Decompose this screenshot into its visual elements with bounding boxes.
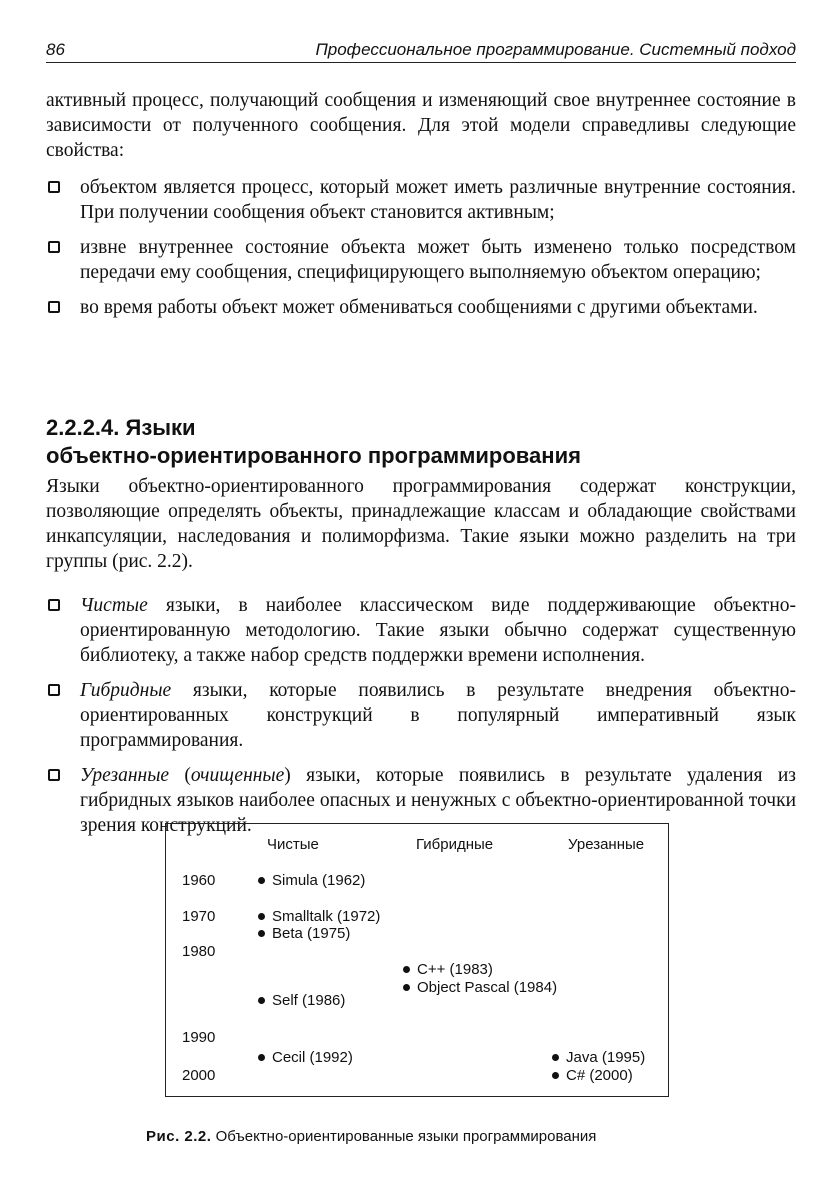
languages-timeline-figure <box>165 823 669 1097</box>
group-term: Гибридные <box>80 680 172 701</box>
year-label: 1970 <box>182 908 216 925</box>
language-label: Object Pascal (1984) <box>417 979 558 996</box>
bullet-dot-icon <box>552 1054 559 1061</box>
language-label: Simula (1962) <box>272 872 366 889</box>
list-item <box>46 593 796 668</box>
language-label: Cecil (1992) <box>272 1049 353 1066</box>
running-title: Профессиональное программирование. Системный подход <box>315 40 796 59</box>
bullet-dot-icon <box>258 930 265 937</box>
column-header-pure: Чистые <box>267 836 319 853</box>
running-head <box>46 30 796 63</box>
language-entry <box>258 925 350 942</box>
group-text-pre: ( <box>169 765 191 786</box>
book-page <box>46 30 796 1145</box>
language-entry <box>552 1067 633 1084</box>
group-term: Урезанные <box>80 765 170 786</box>
language-label: C++ (1983) <box>417 961 493 978</box>
bullet-dot-icon <box>258 997 265 1004</box>
checkbox-bullet-icon <box>48 684 60 696</box>
year-label: 1990 <box>182 1029 216 1046</box>
bullet-dot-icon <box>258 913 265 920</box>
checkbox-bullet-icon <box>48 241 60 253</box>
section-heading-line1: 2.2.2.4. Языки <box>46 415 196 440</box>
language-label: C# (2000) <box>566 1067 633 1084</box>
bullet-dot-icon <box>403 984 410 991</box>
year-label: 2000 <box>182 1067 216 1084</box>
language-entry <box>403 961 493 978</box>
section-heading <box>46 414 796 470</box>
list-item <box>46 678 796 753</box>
checkbox-bullet-icon <box>48 301 60 313</box>
language-label: Smalltalk (1972) <box>272 908 381 925</box>
column-header-hybrid: Гибридные <box>416 836 494 853</box>
groups-list <box>46 593 796 848</box>
group-text: языки, которые появились в результате внедрения объектно-ориентированных конструкций в популярный императивный язык программирования. <box>80 680 796 751</box>
language-label: Beta (1975) <box>272 925 351 942</box>
list-item <box>46 235 796 285</box>
list-item-text: во время работы объект может обмениваться сообщениями с другими объектами. <box>80 297 758 318</box>
group-text: языки, в наиболее классическом виде поддерживающие объектно-ориентированную методологию. Такие языки обычно содержат существенную библиотеку, а также набор средств поддержки времени исполнения. <box>80 595 796 666</box>
column-header-trimmed: Урезанные <box>568 836 645 853</box>
language-entry <box>258 872 365 889</box>
language-label: Java (1995) <box>566 1049 646 1066</box>
list-item <box>46 175 796 225</box>
list-item-text: объектом является процесс, который может иметь различные внутренние состояния. При получении сообщения объект становится активным; <box>80 177 796 223</box>
group-term-alt: очищенные <box>190 765 285 786</box>
bullet-dot-icon <box>258 1054 265 1061</box>
language-label: Self (1986) <box>272 992 346 1009</box>
checkbox-bullet-icon <box>48 769 60 781</box>
list-item-text: извне внутреннее состояние объекта может быть изменено только посредством передачи ему сообщения, специфицирующего выполняемую объектом операцию; <box>80 237 796 283</box>
intro-paragraph: активный процесс, получающий сообщения и изменяющий свое внутреннее состояние в зависимости от полученного сообщения. Для этой модели справедливы следующие свойства: <box>46 90 796 161</box>
caption-label: Рис. 2.2. <box>146 1128 212 1145</box>
figure-caption <box>146 1128 706 1145</box>
language-entry <box>258 992 345 1009</box>
bullet-dot-icon <box>403 966 410 973</box>
caption-text: Объектно-ориентированные языки программирования <box>211 1128 597 1145</box>
group-text: ) языки, которые появились в результате удаления из гибридных языков наиболее опасных и ненужных с объектно-ориентированной точки зрения конструкций. <box>80 765 796 836</box>
properties-list <box>46 175 796 330</box>
checkbox-bullet-icon <box>48 599 60 611</box>
list-item <box>46 295 796 320</box>
section-paragraph: Языки объектно-ориентированного программирования содержат конструкции, позволяющие определять объекты, принадлежащие классам и обладающие свойствами инкапсуляции, наследования и полиморфизма. Такие языки можно разделить на три группы (рис. 2.2). <box>46 476 796 572</box>
group-term: Чистые <box>80 595 148 616</box>
page-number: 86 <box>46 40 65 59</box>
bullet-dot-icon <box>552 1072 559 1079</box>
language-entry <box>258 908 380 925</box>
language-entry <box>552 1049 645 1066</box>
checkbox-bullet-icon <box>48 181 60 193</box>
language-entry <box>258 1049 353 1066</box>
language-entry <box>403 979 557 996</box>
section-heading-line2: объектно-ориентированного программирования <box>46 443 581 468</box>
year-label: 1980 <box>182 943 216 960</box>
year-label: 1960 <box>182 872 216 889</box>
bullet-dot-icon <box>258 877 265 884</box>
